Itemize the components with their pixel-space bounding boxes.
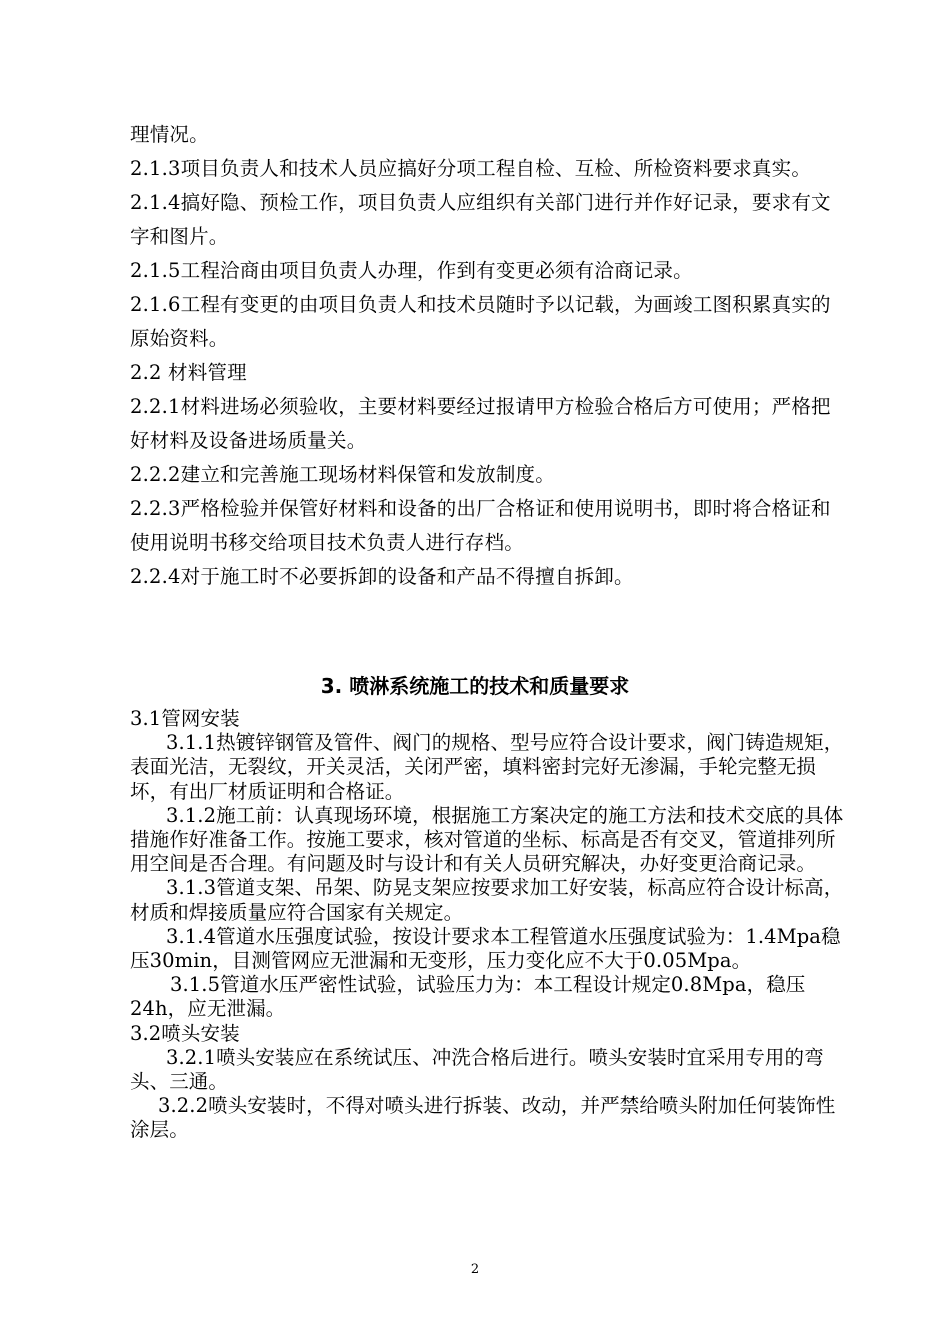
- section-2-body: [0, 118, 950, 594]
- paragraph: 3.1.5管道水压严密性试验，试验压力为：本工程设计规定0.8Mpa，稳压24h，应无泄漏。: [130, 973, 806, 1021]
- paragraph: 理情况。: [130, 123, 209, 146]
- paragraph: 2.1.6工程有变更的由项目负责人和技术员随时予以记载，为画竣工图积累真实的原始资料。: [130, 293, 831, 350]
- paragraph: 2.1.3项目负责人和技术人员应搞好分项工程自检、互检、所检资料要求真实。: [130, 157, 812, 180]
- paragraph: 2.2.3严格检验并保管好材料和设备的出厂合格证和使用说明书，即时将合格证和使用说明书移交给项目技术负责人进行存档。: [130, 497, 831, 554]
- paragraph: 2.2.4对于施工时不必要拆卸的设备和产品不得擅自拆卸。: [130, 565, 634, 588]
- paragraph: 3.2.1喷头安装应在系统试压、冲洗合格后进行。喷头安装时宜采用专用的弯头、三通。: [130, 1045, 824, 1094]
- subheading: 2.2 材料管理: [130, 361, 247, 384]
- section-3-body: [0, 707, 950, 1143]
- paragraph: 3.1.4管道水压强度试验，按设计要求本工程管道水压强度试验为：1.4Mpa稳压30min，目测管网应无泄漏和无变形，压力变化应不大于0.05Mpa。: [130, 924, 841, 973]
- paragraph: 2.1.4搞好隐、预检工作，项目负责人应组织有关部门进行并作好记录，要求有文字和图片。: [130, 191, 831, 248]
- paragraph: 3.2.2喷头安装时，不得对喷头进行拆装、改动，并严禁给喷头附加任何装饰性涂层。: [130, 1094, 836, 1142]
- section-3-heading: 3. 喷淋系统施工的技术和质量要求: [320, 674, 630, 698]
- paragraph: 2.2.2建立和完善施工现场材料保管和发放制度。: [130, 463, 555, 486]
- paragraph: 3.1.3管道支架、吊架、防晃支架应按要求加工好安装，标高应符合设计标高，材质和焊接质量应符合国家有关规定。: [130, 876, 844, 924]
- subheading: 3.2喷头安装: [130, 1021, 240, 1045]
- paragraph: 2.1.5工程洽商由项目负责人办理，作到有变更必须有洽商记录。: [130, 259, 693, 282]
- paragraph: 3.1.2施工前：认真现场环境，根据施工方案决定的施工方法和技术交底的具体措施作好准备工作。按施工要求，核对管道的坐标、标高是否有交叉，管道排列所用空间是否合理。有问题及时与设计和有关人员研究解决，办好变更洽商记录。: [130, 803, 844, 876]
- subheading: 3.1管网安装: [130, 707, 240, 730]
- page-number: 2: [470, 1262, 480, 1277]
- paragraph: 2.2.1材料进场必须验收，主要材料要经过报请甲方检验合格后方可使用；严格把好材料及设备进场质量关。: [130, 395, 831, 452]
- paragraph: 3.1.1热镀锌钢管及管件、阀门的规格、型号应符合设计要求，阀门铸造规矩，表面光洁，无裂纹，开关灵活，关闭严密，填料密封完好无渗漏，手轮完整无损坏，有出厂材质证明和合格证。: [130, 731, 844, 803]
